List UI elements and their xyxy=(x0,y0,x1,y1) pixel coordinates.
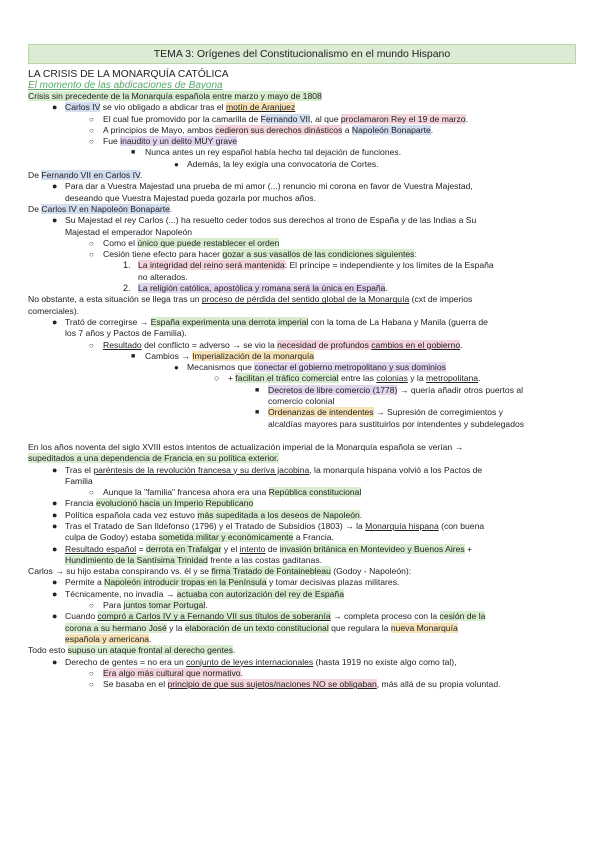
list-item: ○ El cual fue promovido por la camarilla de Fernando VII, al que proclamaron Rey el 19 de marzo. xyxy=(89,113,468,124)
list-item: ● Francia evolucionó hacia un Imperio Republicano xyxy=(52,498,254,509)
circle-bullet-icon: ○ xyxy=(89,488,94,498)
bullet-icon: ● xyxy=(52,509,58,520)
numbered-item: 1. La integridad del reino será mantenida: El príncipe = independiente y los límites de la España xyxy=(123,260,494,271)
list-item-continuation: Majestad el emperador Napoleón xyxy=(65,226,193,237)
list-item: ○ Era algo más cultural que normativo. xyxy=(89,667,243,678)
bullet-icon: ● xyxy=(52,102,58,113)
list-item: ■ Ordenanzas de intendentes → Supresión de corregimientos y xyxy=(255,407,504,418)
list-item: ● Permite a Napoleón introducir tropas en la Península y tomar decisivas plazas militares. xyxy=(52,577,400,588)
bullet-icon: ● xyxy=(52,656,58,667)
list-item-continuation: alcaldías mayores para sustituirlos por intendentes y subdelegados xyxy=(268,418,525,429)
list-item: ● Cuando compró a Carlos IV y a Fernando VII sus títulos de soberanía → completa proceso con la cesión de la xyxy=(52,611,486,622)
bullet-icon: ● xyxy=(52,181,58,192)
document-title: TEMA 3: Orígenes del Constitucionalismo en el mundo Hispano xyxy=(28,44,576,64)
list-item: ● Tras el Tratado de San Ildefonso (1796) y el Tratado de Subsidios (1803) → la Monarquía hispana (con buena xyxy=(52,520,485,531)
list-item-continuation: española y americana. xyxy=(65,633,152,644)
bullet-icon: ● xyxy=(52,464,58,475)
bullet-icon: ● xyxy=(52,215,58,226)
paragraph: Crisis sin precedente de la Monarquía española entre marzo y mayo de 1808 xyxy=(28,91,322,101)
list-item: ○ Fue inaudito y un delito MUY grave xyxy=(89,136,238,147)
list-item: ○ Como el único que puede restablecer el orden xyxy=(89,237,280,248)
list-item: ■ Cambios → Imperialización de la monarquía xyxy=(131,350,315,361)
circle-bullet-icon: ○ xyxy=(89,137,94,147)
circle-bullet-icon: ○ xyxy=(89,680,94,690)
list-item: ○ Para juntos tomar Portugal. xyxy=(89,600,208,611)
numbered-item-continuation: no alterados. xyxy=(138,271,188,282)
circle-bullet-icon: ○ xyxy=(89,340,94,350)
bullet-icon: ● xyxy=(174,159,179,169)
list-item: ● Técnicamente, no invadía → actuaba con autorización del rey de España xyxy=(52,588,344,599)
list-item: ● Tras el paréntesis de la revolución francesa y su deriva jacobina, la monarquía hispana volvió a los Pactos de xyxy=(52,464,483,475)
paragraph: De Fernando VII en Carlos IV. xyxy=(28,170,143,181)
paragraph: Todo esto supuso un ataque frontal al derecho gentes. xyxy=(28,645,236,656)
list-item: ● Resultado español = derrota en Trafalgar y el intento de invasión británica en Montevideo y Buenos Aires + xyxy=(52,543,473,554)
circle-bullet-icon: ○ xyxy=(89,238,94,248)
square-bullet-icon: ■ xyxy=(131,352,136,360)
bullet-icon: ● xyxy=(52,577,58,588)
circle-bullet-icon: ○ xyxy=(214,373,220,384)
list-item-continuation: deseando que Vuestra Majestad pueda gozarla por muchos años. xyxy=(65,192,316,203)
paragraph: No obstante, a esta situación se llega tras un proceso de pérdida del sentido global de la Monarquía (cxt de imperios xyxy=(28,294,473,305)
list-item: ○ Cesión tiene efecto para hacer gozar a sus vasallos de las condiciones siguientes: xyxy=(89,249,417,260)
bullet-icon: ● xyxy=(52,316,58,327)
list-item: ○ + facilitan el tráfico comercial entre las colonias y la metropolitana. xyxy=(214,373,481,384)
list-item-continuation: Hundimiento de la Santísima Trinidad frente a las costas gaditanas. xyxy=(65,554,323,565)
bullet-icon: ● xyxy=(52,543,58,554)
paragraph: En los años noventa del siglo XVIII estos intentos de actualización imperial de la Monarquía española se verían → xyxy=(28,441,464,452)
list-item: ● Para dar a Vuestra Majestad una prueba de mi amor (...) renuncio mi corona en favor de Vuestra Majestad, xyxy=(52,181,473,192)
paragraph-continuation: comerciales). xyxy=(28,305,80,316)
list-item-continuation: corona a su hermano José y la elaboración de un texto constitucional que regulara la nueva Monarquía xyxy=(65,622,458,633)
subsection-heading: El momento de las abdicaciones de Bayona xyxy=(28,80,223,91)
list-item: ● Política española cada vez estuvo más supeditada a los deseos de Napoleón. xyxy=(52,509,363,520)
list-item-continuation: Familia xyxy=(65,475,93,486)
bullet-icon: ● xyxy=(52,498,58,509)
list-item: ● Su Majestad el rey Carlos (...) ha resuelto ceder todos sus derechos al trono de España y de las Indias a Su xyxy=(52,215,477,226)
list-item-continuation: culpa de Godoy) estaba sometida militar y económicamente a Francia. xyxy=(65,532,334,543)
numbered-item: 2. La religión católica, apostólica y romana será la única en España. xyxy=(123,283,388,294)
paragraph-continuation: supeditados a una dependencia de Francia en su política exterior. xyxy=(28,453,279,464)
list-item: ● Trató de corregirse → España experimenta una derrota imperial con la toma de La Habana y Manila (guerra de xyxy=(52,316,488,327)
circle-bullet-icon: ○ xyxy=(89,125,94,135)
list-item: ■ Nunca antes un rey español había hecho tal dejación de funciones. xyxy=(131,147,402,158)
document-body xyxy=(28,67,580,690)
list-item: ○ Aunque la "familia" francesa ahora era una República constitucional xyxy=(89,487,362,498)
list-item: ■ Decretos de libre comercio (1778) → quería añadir otros puertos al xyxy=(255,384,524,395)
circle-bullet-icon: ○ xyxy=(89,114,94,124)
square-bullet-icon: ■ xyxy=(255,386,260,394)
list-item-continuation: comercio colonial xyxy=(268,396,335,407)
list-item: ○ Resultado del conflicto = adverso → se vio la necesidad de profundos cambios en el gobierno. xyxy=(89,339,463,350)
bullet-icon: ● xyxy=(52,588,58,599)
section-heading: LA CRISIS DE LA MONARQUÍA CATÓLICA xyxy=(28,69,229,80)
list-item: ● Mecanismos que conectar el gobierno metropolitano y sus dominios xyxy=(174,362,446,373)
list-item-continuation: los 7 años y Pactos de Familia). xyxy=(65,328,187,339)
list-item: ● Además, la ley exigía una convocatoria de Cortes. xyxy=(174,158,379,169)
list-item: ● Derecho de gentes = no era un conjunto de leyes internacionales (hasta 1919 no existe algo como tal), xyxy=(52,656,457,667)
bullet-icon: ● xyxy=(174,363,179,373)
square-bullet-icon: ■ xyxy=(131,149,136,157)
paragraph: Carlos → su hijo estaba conspirando vs. él y se firma Tratado de Fontainebleau (Godoy - Napoleón): xyxy=(28,566,412,577)
list-item: ○ Se basaba en el principio de que sus sujetos/naciones NO se obligaban, más allá de su propia voluntad. xyxy=(89,679,501,690)
paragraph: De Carlos IV en Napoleón Bonaparte. xyxy=(28,203,173,214)
square-bullet-icon: ■ xyxy=(255,409,260,417)
list-item: ○ A principios de Mayo, ambos cedieron sus derechos dinásticos a Napoleón Bonaparte. xyxy=(89,124,434,135)
list-item: ● Carlos IV se vio obligado a abdicar tras el motín de Aranjuez xyxy=(52,102,296,113)
bullet-icon: ● xyxy=(52,611,58,622)
bullet-icon: ● xyxy=(52,520,58,531)
circle-bullet-icon: ○ xyxy=(89,601,94,611)
circle-bullet-icon: ○ xyxy=(89,668,94,678)
circle-bullet-icon: ○ xyxy=(89,250,94,260)
